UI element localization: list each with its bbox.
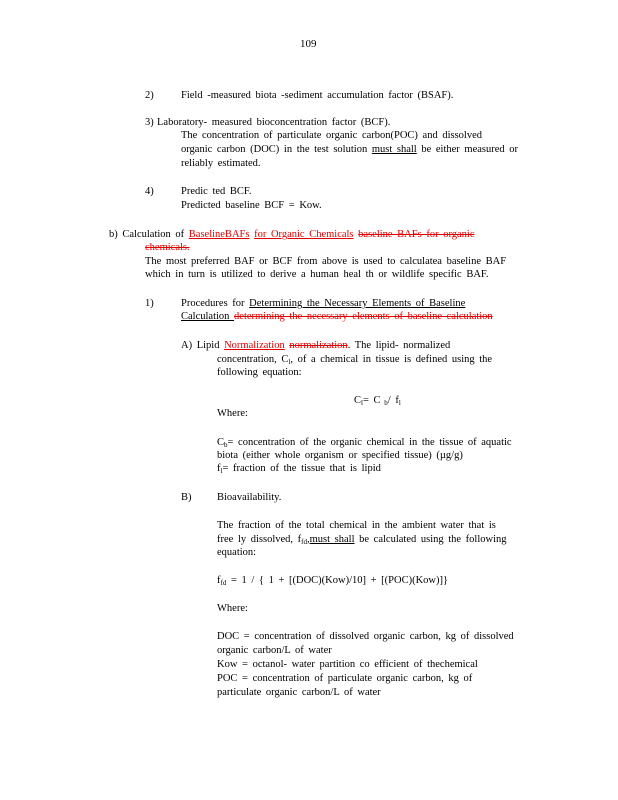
item-3-line-1: The concentration of particulate organic carbon(POC) and dissolved <box>181 130 483 141</box>
item-3-line-2 <box>181 143 518 156</box>
lipid-line-2 <box>217 353 492 366</box>
procedures-line-2 <box>181 310 493 323</box>
bio-where: Where: <box>217 603 248 614</box>
lipid-def-3 <box>217 462 381 475</box>
deleted-baseline-bafs: baseline BAFs for organic <box>358 229 475 240</box>
item-3-must-shall: must shall <box>371 144 417 155</box>
item-4-line-1: Predic ted BCF. <box>181 186 252 197</box>
lipid-def-2: biota (either whole organism or specified tissue) (µg/g) <box>217 450 463 461</box>
bio-line-2 <box>217 533 507 546</box>
item-3-line-3: reliably estimated. <box>181 158 261 169</box>
bio-def-4: POC = concentration of particulate organic carbon, kg of <box>217 673 473 684</box>
bio-equation <box>217 574 448 587</box>
deleted-chemicals: chemicals. <box>145 242 190 253</box>
item-4-line-2: Predicted baseline BCF = Kow. <box>181 200 322 211</box>
procedures-deleted-text: determining the necessary elements of baseline calculation <box>234 311 493 322</box>
lipid-where: Where: <box>217 408 248 419</box>
deleted-normalization: normalization <box>289 340 348 351</box>
lipid-line-3: following equation: <box>217 367 302 378</box>
procedures-inserted-title: Determining the Necessary Elements of Baseline <box>249 298 466 309</box>
inserted-organic-chemicals: for Organic Chemicals <box>254 229 354 240</box>
bio-def-1: DOC = concentration of dissolved organic carbon, kg of dissolved <box>217 631 514 642</box>
lipid-text: , of a chemical in tissue is defined using the <box>290 354 493 365</box>
bio-title: Bioavailability. <box>217 492 282 503</box>
bio-text: , <box>307 534 310 545</box>
item-3-line-2a: organic carbon (DOC) in the test solution <box>181 144 372 155</box>
item-3-heading: Laboratory- measured bioconcentration factor (BCF). <box>157 117 391 128</box>
subscript: b <box>380 399 388 407</box>
bio-must-shall: must shall <box>309 534 355 545</box>
def-symbol: f <box>217 463 221 474</box>
subscript: fd <box>220 579 227 587</box>
procedures-calculation: Calculation <box>181 311 235 322</box>
eq-part: / f <box>387 395 399 406</box>
bio-def-2: organic carbon/L of water <box>217 645 332 656</box>
eq-part: = C <box>362 395 381 406</box>
lipid-text: concentration, C <box>217 354 289 365</box>
item-2-number: 2) <box>145 90 154 101</box>
procedures-line-1 <box>181 297 465 310</box>
def-text: = concentration of the organic chemical in the tissue of aquatic <box>227 437 512 448</box>
item-2-text: Field -measured biota -sediment accumulation factor (BSAF). <box>181 90 454 101</box>
eq-part: = 1 / { 1 + [(DOC)(Kow)/10] + [(POC)(Kow)]} <box>226 575 449 586</box>
procedures-number: 1) <box>145 298 154 309</box>
procedures-for: Procedures for <box>181 298 250 309</box>
lipid-def-1 <box>217 436 512 449</box>
subscript: l <box>398 399 401 407</box>
section-b-label: b) Calculation of <box>109 229 189 240</box>
bio-text: free ly dissolved, f <box>217 534 302 545</box>
inserted-baseline-bafs: BaselineBAFs <box>188 229 250 240</box>
def-text: = fraction of the tissue that is lipid <box>222 463 381 474</box>
lipid-rest: . The lipid- normalized <box>347 340 451 351</box>
item-3-number: 3) <box>145 117 154 128</box>
subscript: l <box>361 399 363 407</box>
eq-part: f <box>217 575 221 586</box>
section-b-paragraph-line-1: The most preferred BAF or BCF from above is used to calculatea baseline BAF <box>145 256 507 267</box>
item-3-line-2c: be either measured or <box>416 144 519 155</box>
item-4-number: 4) <box>145 186 154 197</box>
subscript: l <box>220 467 223 475</box>
section-b-paragraph-line-2: which in turn is utilized to derive a human heal th or wildlife specific BAF. <box>145 269 489 280</box>
lipid-equation <box>354 394 401 407</box>
bio-line-3: equation: <box>217 547 257 558</box>
eq-part: C <box>354 395 362 406</box>
subscript: fd <box>301 538 307 546</box>
lipid-label: A) Lipid <box>181 340 225 351</box>
bio-def-5: particulate organic carbon/L of water <box>217 687 381 698</box>
section-b-heading <box>109 228 474 241</box>
bio-number: B) <box>181 492 192 503</box>
page-number: 109 <box>300 38 317 50</box>
inserted-normalization: Normalization <box>224 340 285 351</box>
bio-text: be calculated using the following <box>354 534 507 545</box>
def-symbol: C <box>217 437 225 448</box>
subscript: l <box>288 358 291 366</box>
bio-def-3: Kow = octanol- water partition co efficient of thechemical <box>217 659 478 670</box>
bio-line-1: The fraction of the total chemical in the ambient water that is <box>217 520 496 531</box>
lipid-line-1 <box>181 339 450 352</box>
subscript: b <box>224 441 228 449</box>
